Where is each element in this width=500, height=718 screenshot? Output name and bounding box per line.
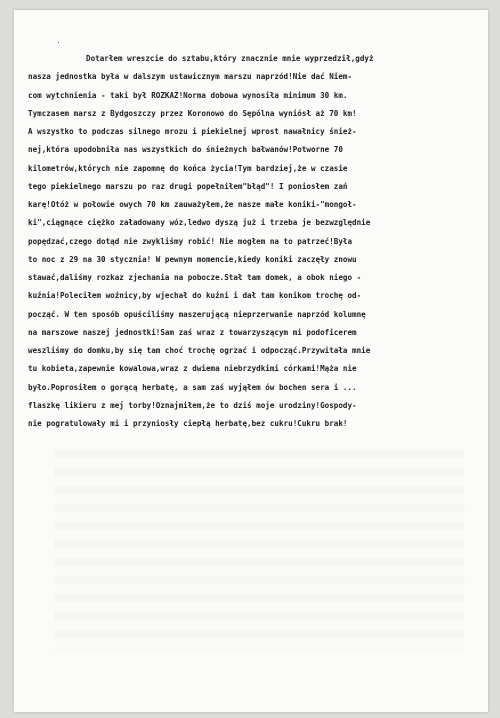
text-line: nie pogratulowały mi i przyniosły ciepłą herbatę,bez cukru!Cukru brak! xyxy=(28,419,348,428)
typewritten-text xyxy=(28,50,474,433)
text-line: nasza jednostka była w dalszym ustawicznym marszu naprzód!Nie dać Niem- xyxy=(28,72,353,82)
text-line: tu kobieta,zapewnie kowalowa,wraz z dwiema niebrzydkimi córkami!Mąża nie xyxy=(28,364,357,374)
text-line: popędzać,czego dotąd nie zwykliśmy robić! Nie mogłem na to patrzeć!Była xyxy=(28,236,353,246)
text-line: ki",ciągnące ciężko załadowany wóz,ledwo dyszą już i trzeba je bezwzględnie xyxy=(28,218,371,228)
text-line: nej,która upodobniła nas wszystkich do śnieżnych bałwanów!Potworne 70 xyxy=(28,145,343,155)
text-line: stawać,daliśmy rozkaz zjechania na pobocze.Stał tam domek, a obok niego - xyxy=(28,273,362,282)
text-line: Dotarłem wreszcie do sztabu,który znacznie mnie wyprzedził,gdyż xyxy=(86,54,374,63)
text-line: Tymczasem marsz z Bydgoszczy przez Koronowo do Sępólna wyniósł aż 70 km! xyxy=(28,108,357,118)
text-line: weszliśmy do domku,by się tam choć trochę ogrzać i odpocząć.Przywitała mnie xyxy=(28,346,371,355)
show-through-text xyxy=(54,450,464,650)
document-page xyxy=(14,10,488,712)
text-line: tego piekielnego marszu po raz drugi popełniłem"błąd"! I poniosłem zań xyxy=(28,181,348,191)
text-line: na marszowe naszej jednostki!Sam zaś wraz z towarzyszącym mi podoficerem xyxy=(28,327,357,337)
text-line: począć. W ten sposób opuściliśmy maszerującą nieprzerwanie naprzód kolumnę xyxy=(28,309,366,319)
text-line: to noc z 29 na 30 stycznia! W pewnym momencie,kiedy koniki zaczęły znowu xyxy=(28,254,357,264)
page-mark xyxy=(58,42,59,43)
text-line: było.Poprosiłem o gorącą herbatę, a sam zaś wyjąłem ów bochen sera i ... xyxy=(28,382,357,392)
text-line: kuźnia!Poleciłem woźnicy,by wjechał do kuźni i dał tam konikom trochę od- xyxy=(28,291,362,301)
text-line: A wszystko to podczas silnego mrozu i piekielnej wprost nawałnicy śnież- xyxy=(28,127,357,136)
text-line: kilometrów,których nie zapomnę do końca życia!Tym bardziej,że w czasie xyxy=(28,163,348,173)
text-line: karę!Otóż w połowie owych 70 km zauważyłem,że nasze małe koniki-"mongoł- xyxy=(28,200,357,209)
text-line: flaszkę likieru z mej torby!Oznajmiłem,że to dziś moje urodziny!Gospody- xyxy=(28,400,357,410)
text-line: com wytchnienia - taki był ROZKAZ!Norma dobowa wynosiła minimum 30 km. xyxy=(28,90,348,100)
